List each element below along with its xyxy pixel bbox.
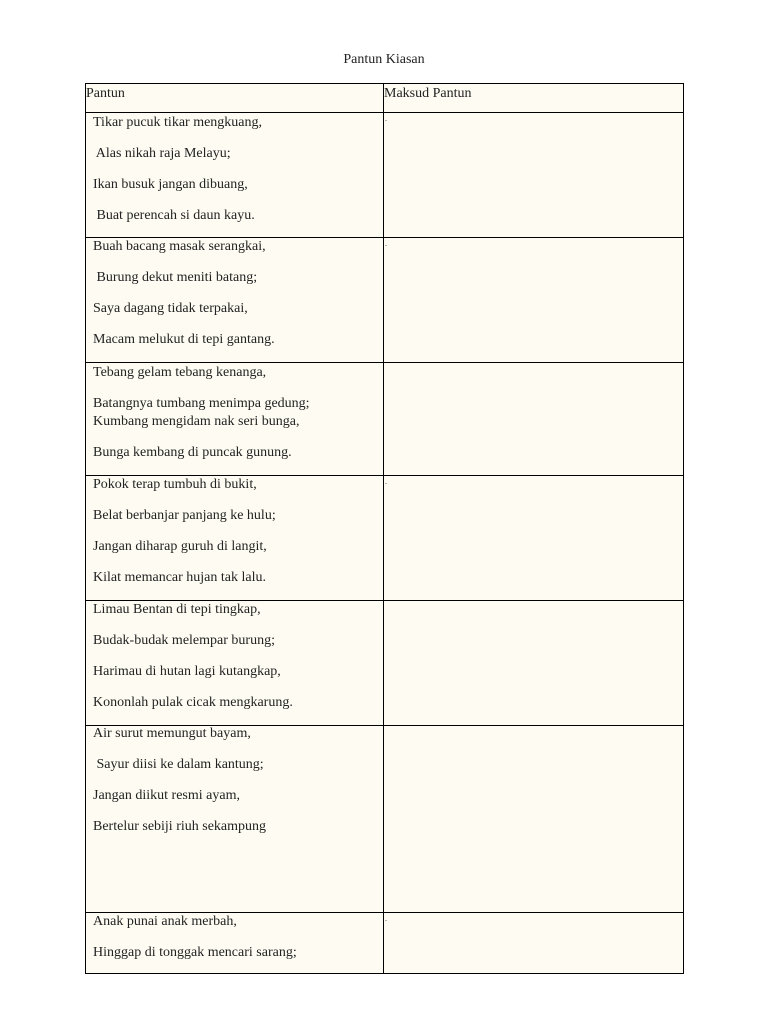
- meaning-cell[interactable]: [384, 238, 684, 363]
- pantun-verse: [86, 238, 383, 362]
- meaning-cell[interactable]: [384, 363, 684, 476]
- pantun-line: Tikar pucuk tikar mengkuang,: [93, 115, 263, 130]
- meaning-cell[interactable]: [384, 726, 684, 913]
- table-row: [86, 238, 684, 363]
- meaning-cell[interactable]: [384, 476, 684, 601]
- table-header-row: [86, 84, 684, 113]
- header-cell-pantun: [86, 84, 384, 113]
- pantun-line: Jangan diikut resmi ayam,: [93, 788, 240, 803]
- pantun-line: Kononlah pulak cicak mengkarung.: [93, 695, 293, 710]
- pantun-line: Alas nikah raja Melayu;: [93, 146, 231, 161]
- pantun-line: Sayur diisi ke dalam kantung;: [93, 757, 264, 772]
- pantun-line: Bunga kembang di puncak gunung.: [93, 445, 292, 460]
- pantun-cell: [86, 913, 384, 974]
- meaning-marker: .: [385, 914, 387, 923]
- table-row: [86, 113, 684, 238]
- meaning-cell[interactable]: [384, 601, 684, 726]
- pantun-cell: [86, 363, 384, 476]
- pantun-line: Pokok terap tumbuh di bukit,: [93, 477, 257, 492]
- pantun-cell: [86, 238, 384, 363]
- pantun-verse: [86, 363, 383, 475]
- pantun-line: Kumbang mengidam nak seri bunga,: [93, 414, 300, 429]
- pantun-line: Harimau di hutan lagi kutangkap,: [93, 664, 281, 679]
- pantun-verse: [86, 113, 383, 237]
- document-title: Pantun Kiasan: [343, 52, 425, 67]
- meaning-marker: .: [385, 239, 387, 248]
- pantun-verse: [86, 601, 383, 725]
- pantun-line: Anak punai anak merbah,: [93, 914, 237, 929]
- pantun-line: Buat perencah si daun kayu.: [93, 208, 255, 223]
- header-cell-maksud: [384, 84, 684, 113]
- pantun-line: Burung dekut meniti batang;: [93, 270, 258, 285]
- pantun-line: Buah bacang masak serangkai,: [93, 239, 266, 254]
- meaning-marker: .: [385, 477, 387, 486]
- pantun-cell: [86, 476, 384, 601]
- pantun-line: Bertelur sebiji riuh sekampung: [93, 819, 267, 834]
- pantun-cell: [86, 726, 384, 913]
- pantun-cell: [86, 113, 384, 238]
- pantun-line: Kilat memancar hujan tak lalu.: [93, 570, 266, 585]
- pantun-line: Tebang gelam tebang kenanga,: [93, 365, 267, 380]
- table-row: [86, 726, 684, 913]
- pantun-line: Macam melukut di tepi gantang.: [93, 332, 275, 347]
- table-row: [86, 476, 684, 601]
- header-label-pantun: Pantun: [86, 86, 125, 101]
- pantun-line: Limau Bentan di tepi tingkap,: [93, 602, 261, 617]
- pantun-line: Jangan diharap guruh di langit,: [93, 539, 267, 554]
- pantun-verse: [86, 476, 383, 600]
- pantun-line: Budak-budak melempar burung;: [93, 633, 275, 648]
- meaning-cell[interactable]: [384, 913, 684, 974]
- pantun-cell: [86, 601, 384, 726]
- pantun-line: Belat berbanjar panjang ke hulu;: [93, 508, 276, 523]
- pantun-line: Hinggap di tonggak mencari sarang;: [93, 945, 297, 960]
- table-row: [86, 601, 684, 726]
- header-label-maksud: Maksud Pantun: [384, 86, 472, 101]
- pantun-line: Ikan busuk jangan dibuang,: [93, 177, 248, 192]
- pantun-table: [85, 83, 684, 974]
- pantun-line: Batangnya tumbang menimpa gedung;: [93, 396, 310, 411]
- pantun-verse: [86, 913, 383, 973]
- pantun-verse: [86, 726, 383, 912]
- table-row: [86, 913, 684, 974]
- meaning-cell[interactable]: [384, 113, 684, 238]
- pantun-line: Saya dagang tidak terpakai,: [93, 301, 248, 316]
- pantun-line: Air surut memungut bayam,: [93, 726, 251, 741]
- meaning-marker: .: [385, 114, 387, 123]
- table-row: [86, 363, 684, 476]
